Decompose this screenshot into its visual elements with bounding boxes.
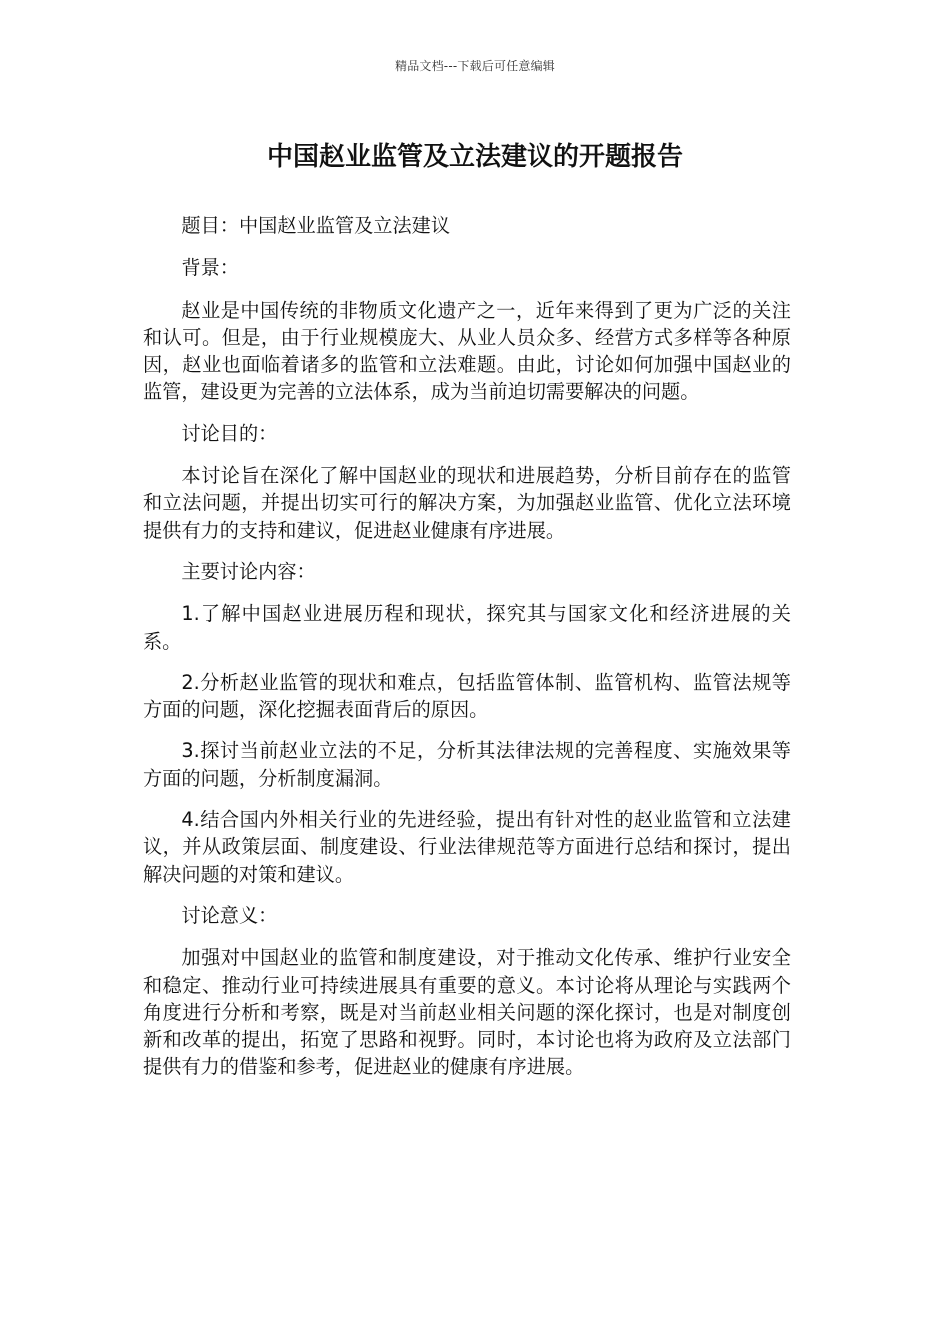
purpose-heading: 讨论目的： bbox=[181, 421, 278, 445]
content-item-2: 2.分析赵业监管的现状和难点，包括监管体制、监管机构、监管法规等方面的问题，深化挖掘表面背后的原因。 bbox=[143, 670, 791, 722]
document-title: 中国赵业监管及立法建议的开题报告 bbox=[266, 142, 683, 172]
topic-line: 题目：中国赵业监管及立法建议 bbox=[181, 214, 451, 237]
significance-paragraph: 加强对中国赵业的监管和制度建设，对于推动文化传承、维护行业安全和稳定、推动行业可持续进展具有重要的意义。本讨论将从理论与实践两个角度进行分析和考察，既是对当前赵业相关问题的深化探讨，也是对制度创新和改革的提出，拓宽了思路和视野。同时，本讨论也将为政府及立法部门提供有力的借鉴和参考，促进赵业的健康有序进展。 bbox=[143, 946, 791, 1079]
content-item-1: 1.了解中国赵业进展历程和现状，探究其与国家文化和经济进展的关系。 bbox=[143, 602, 791, 653]
background-paragraph: 赵业是中国传统的非物质文化遗产之一，近年来得到了更为广泛的关注和认可。但是，由于行业规模庞大、从业人员众多、经营方式多样等各种原因，赵业也面临着诸多的监管和立法难题。由此，讨论如何加强中国赵业的监管，建设更为完善的立法体系，成为当前迫切需要解决的问题。 bbox=[143, 298, 791, 404]
significance-heading: 讨论意义： bbox=[181, 903, 278, 927]
content-item-4: 4.结合国内外相关行业的先进经验，提出有针对性的赵业监管和立法建议，并从政策层面、制度建设、行业法律规范等方面进行总结和探讨，提出解决问题的对策和建议。 bbox=[143, 808, 791, 886]
document-body bbox=[143, 212, 791, 1095]
purpose-paragraph: 本讨论旨在深化了解中国赵业的现状和进展趋势，分析目前存在的监管和立法问题，并提出切实可行的解决方案，为加强赵业监管、优化立法环境提供有力的支持和建议，促进赵业健康有序进展。 bbox=[143, 464, 791, 542]
background-heading: 背景： bbox=[181, 256, 239, 280]
page-header-watermark: 精品文档---下载后可任意编辑 bbox=[395, 59, 555, 73]
content-heading: 主要讨论内容： bbox=[181, 559, 316, 583]
content-item-3: 3.探讨当前赵业立法的不足，分析其法律法规的完善程度、实施效果等方面的问题，分析制度漏洞。 bbox=[143, 739, 791, 790]
